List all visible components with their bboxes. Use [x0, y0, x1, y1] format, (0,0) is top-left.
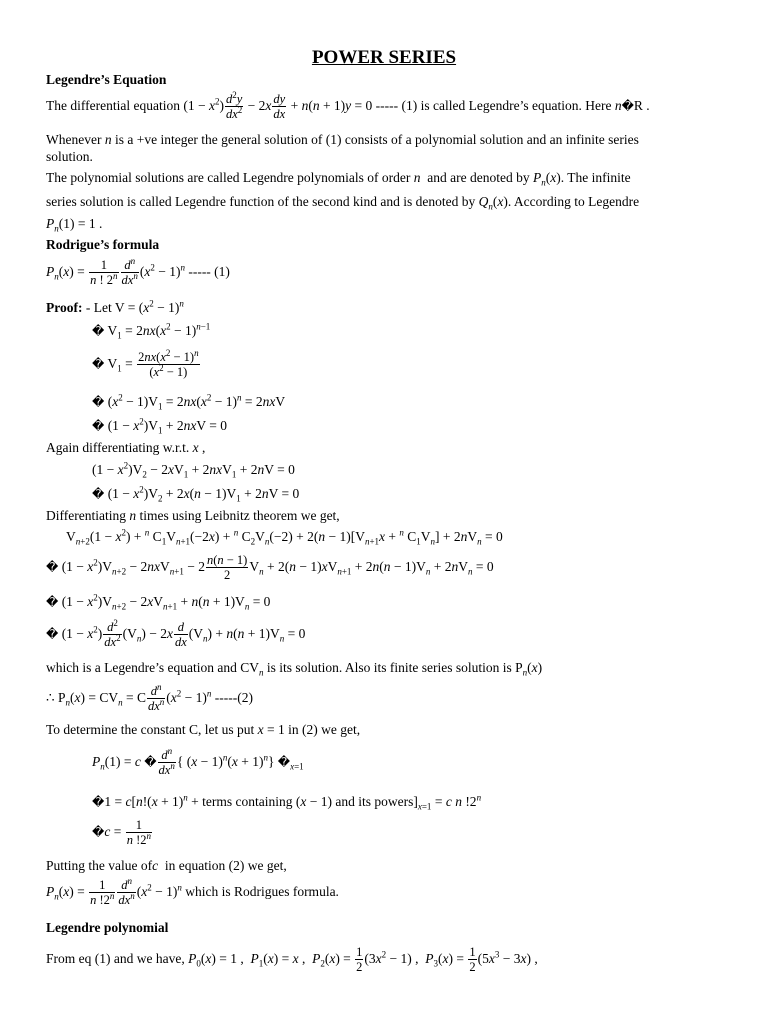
math-proof-step-2: � $V_1$ = $\frac{2nx(x^2 - 1)^n}{(x^2 - 1)}$	[92, 347, 199, 380]
section-heading-legendre-polynomial: Legendre polynomial	[46, 920, 169, 935]
paragraph-polynomial-solutions: The polynomial solutions are called Legendre polynomials of order n and are denoted by $P_n(x)$. The infinite	[46, 170, 631, 188]
math-second-derivative-simplified: � $(1 - x^2)V_2 + 2x(n - 1)V_1 + 2nV = 0$	[92, 484, 300, 504]
math-rodrigue-formula: $P_n(x)$ = $\frac{1}{n ! 2^n}$ $\frac{d^n}{dx^n}$ $(x^2 - 1)^n$ ----- (1)	[46, 255, 230, 288]
math-legendre-equation: $(1 - x^2)$ $\frac{d^2y}{dx^2}$ − 2x $\frac{dy}{dx}$ + n(n + 1)y = 0	[183, 89, 373, 122]
math-rodrigues-result: $P_n(x)$ = $\frac{1}{n !2^n}$ $\frac{d^n}{dx^n}$ $(x^2 - 1)^n$ which is Rodrigues formula.	[46, 875, 339, 908]
math-proof-step-3: � $(x^2 - 1)V_1 = 2nx(x^2 - 1)^n = 2nxV$	[92, 392, 286, 412]
math-equation-two: ∴ $P_n(x) = CV_n = C$ $\frac{d^n}{dx^n}$ $(x^2 - 1)^n$ -----(2)	[46, 681, 254, 714]
section-heading-rodrigue: Rodrigue’s formula	[46, 237, 160, 252]
math-leibnitz-expansion: $V_{n+2}(1 - x^2) + ^n$ $C_1V_{n+1}(-2x) + ^n$ $C_2V_n(-2) + 2(n - 1)[V_{n+1}x + ^n$ $C_1V_n] + 2nV_n = 0$	[66, 527, 503, 547]
math-leibnitz-step-3: � $(1 - x^2)$ $\frac{d^2}{dx^2}$ $(V_n) - 2x$ $\frac{d}{dx}$ $(V_n) + n(n + 1)V_n = 0$	[46, 617, 306, 650]
math-c-value: �c = $\frac{1}{n !2^n}$	[92, 818, 151, 848]
math-pn-at-one: $P_n(1) = c$ � $\frac{d^n}{dx^n}$ { $(x - 1)^n(x + 1)^n$} $�_{x=1}$	[92, 745, 304, 778]
math-legendre-polynomials: From eq (1) and we have, $P_0(x) = 1$ , $P_1(x) = x$ , $P_2(x)$ = $\frac{1}{2}$ $(3x^2 - 1)$ , $P_3(x)$ = $\frac{1}{2}$ $(5x^3 - 3x)$ ,	[46, 945, 538, 975]
math-leibnitz-step-1: � $(1 - x^2)V_{n+2} - 2nxV_{n+1} - 2$ $\frac{n(n - 1)}{2}$ $V_n + 2(n - 1)xV_{n+1} + 2n(n - 1)V_n + 2nV_n = 0$	[46, 553, 494, 583]
math-one-equals-c: �1 = $c[n!(x + 1)^n$ + terms containing (x − 1) and its $powers]_{x=1} = c$ n !2$^n$	[92, 792, 482, 812]
page-title: POWER SERIES	[311, 47, 457, 68]
text-which-is-legendre: which is a Legendre’s equation and $CV_n$ is its solution. Also its finite series solution is $P_n(x)$	[46, 660, 543, 678]
paragraph-legendre-equation: The differential equation $(1 - x^2)$ $\frac{d^2y}{dx^2}$ − 2x $\frac{dy}{dx}$ + n(n + 1)y = 0 ----- (1) is called Legendre’s equation. Here n�R .	[46, 89, 650, 122]
section-heading-legendre-equation: Legendre’s Equation	[46, 72, 167, 87]
math-proof-step-4: � $(1 - x^2)V_1 + 2nxV = 0$	[92, 416, 228, 436]
text-differentiating-n-times: Differentiating n times using Leibnitz theorem we get,	[46, 508, 340, 523]
math-proof-step-1: � $V_1 = 2nx(x^2 - 1)^{n-1}$	[92, 321, 211, 341]
text-equation-one-label: ----- (1) is called Legendre’s equation. Here	[375, 97, 612, 113]
text-to-determine: To determine the constant C, let us put x = 1 in (2) we get,	[46, 722, 361, 737]
math-second-derivative: $(1 - x^2)V_2 - 2xV_1 + 2nxV_1 + 2nV = 0$	[92, 460, 295, 480]
paragraph-second-kind: series solution is called Legendre function of the second kind and is denoted by $Q_n(x)$. According to Legendre	[46, 194, 640, 212]
paragraph-solution: solution.	[46, 149, 93, 164]
text-differential-equation: The differential equation	[46, 97, 180, 113]
text-putting-value: Putting the value ofc in equation (2) we get,	[46, 858, 287, 873]
math-leibnitz-step-2: � $(1 - x^2)V_{n+2} - 2xV_{n+1} + n(n + 1)V_n = 0$	[46, 592, 271, 612]
text-again-differentiating: Again differentiating w.r.t. x ,	[46, 440, 206, 455]
paragraph-whenever: Whenever n is a +ve integer the general solution of (1) consists of a polynomial solution and an infinite series	[46, 132, 639, 147]
math-pn-one-equals-one: $P_n(1) = 1$ .	[46, 216, 103, 234]
proof-line: Proof: - Let $V = (x^2 - 1)^n$	[46, 298, 184, 315]
